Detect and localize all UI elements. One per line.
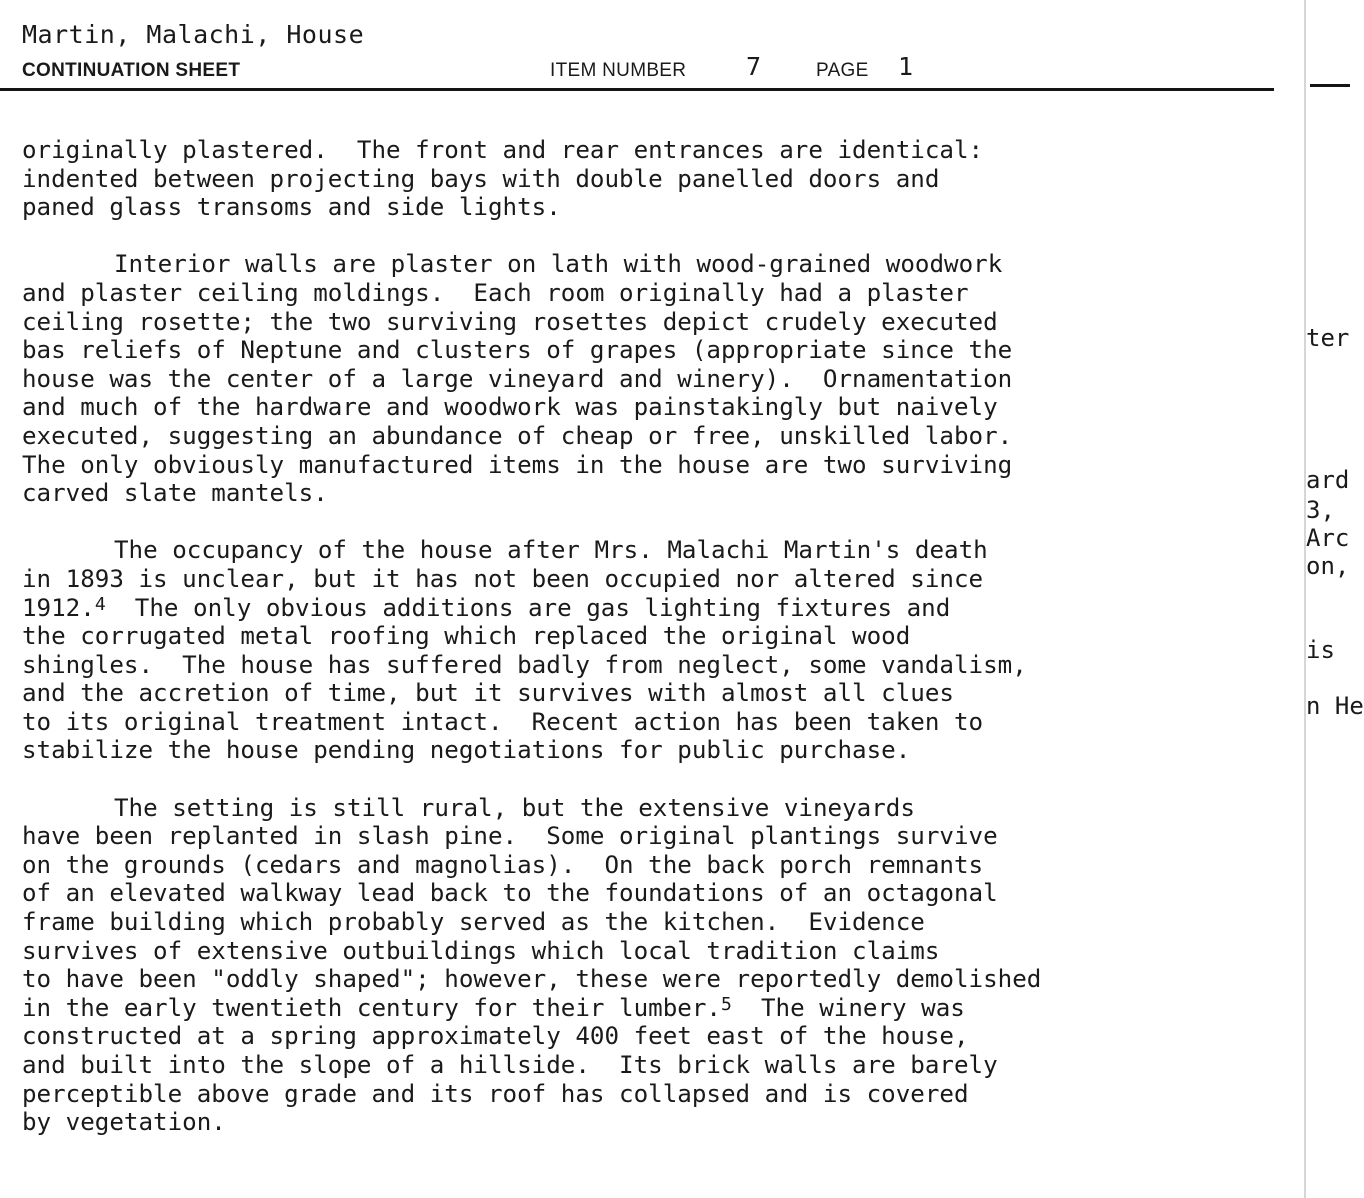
- paragraph-entrances: [22, 136, 1282, 222]
- text-line: bas reliefs of Neptune and clusters of grapes (appropriate since the: [22, 336, 1013, 365]
- text-line: and plaster ceiling moldings. Each room originally had a plaster: [22, 278, 969, 307]
- text-fragment: 1912.: [22, 593, 95, 622]
- text-line: frame building which probably served as the kitchen. Evidence: [22, 908, 925, 937]
- text-line: to have been "oddly shaped"; however, these were reportedly demolished: [22, 965, 1042, 994]
- text-fragment: [106, 594, 135, 622]
- text-line: carved slate mantels.: [22, 479, 328, 508]
- text-line: [22, 594, 1282, 623]
- paragraph-setting: [22, 794, 1282, 1137]
- text-line: and the accretion of time, but it survives with almost all clues: [22, 679, 954, 708]
- paragraph-interior: [22, 250, 1282, 507]
- text-fragment: in the early twentieth century for their lumber.: [22, 993, 721, 1022]
- text-line: to its original treatment intact. Recent action has been taken to: [22, 707, 984, 736]
- text-line: indented between projecting bays with double panelled doors and: [22, 164, 940, 193]
- text-line: and much of the hardware and woodwork was painstakingly but naively: [22, 393, 998, 422]
- text-line: survives of extensive outbuildings which local tradition claims: [22, 936, 940, 965]
- text-line: constructed at a spring approximately 400 feet east of the house,: [22, 1022, 969, 1051]
- continuation-sheet-label: CONTINUATION SHEET: [22, 60, 241, 81]
- text-line: paned glass transoms and side lights.: [22, 193, 561, 222]
- adjacent-page-edge: [1304, 0, 1306, 1198]
- text-line: The setting is still rural, but the extensive vineyards: [114, 793, 915, 822]
- item-description-text: [22, 136, 1282, 1165]
- text-line: on the grounds (cedars and magnolias). On the back porch remnants: [22, 850, 984, 879]
- text-line: stabilize the house pending negotiations for public purchase.: [22, 736, 911, 765]
- text-line: in 1893 is unclear, but it has not been occupied nor altered since: [22, 564, 984, 593]
- text-line: The only obviously manufactured items in the house are two surviving: [22, 450, 1013, 479]
- text-fragment: The only obvious additions are gas lighting fixtures and: [134, 593, 951, 622]
- footnote-marker: 5: [720, 993, 732, 1015]
- adjacent-page-fragment: n He: [1306, 692, 1364, 720]
- text-line: by vegetation.: [22, 1108, 226, 1137]
- text-line: shingles. The house has suffered badly from neglect, some vandalism,: [22, 650, 1027, 679]
- text-fragment: [732, 994, 761, 1022]
- text-line: house was the center of a large vineyard and winery). Ornamentation: [22, 364, 1013, 393]
- text-line: ceiling rosette; the two surviving rosettes depict crudely executed: [22, 307, 998, 336]
- text-line: of an elevated walkway lead back to the foundations of an octagonal: [22, 879, 998, 908]
- text-line: Interior walls are plaster on lath with wood-grained woodwork: [114, 250, 1003, 279]
- item-number-value: 7: [746, 52, 762, 81]
- adjacent-page-fragment: ter: [1306, 324, 1350, 352]
- adjacent-page-fragment: is: [1306, 636, 1335, 664]
- sheet-header: [22, 52, 1272, 86]
- adjacent-page-fragment: 3,: [1306, 496, 1335, 524]
- text-line: originally plastered. The front and rear entrances are identical:: [22, 136, 984, 164]
- text-fragment: The winery was: [760, 993, 965, 1022]
- text-line: and built into the slope of a hillside. Its brick walls are barely: [22, 1051, 998, 1079]
- footnote-marker: 4: [94, 593, 106, 615]
- text-line: perceptible above grade and its roof has collapsed and is covered: [22, 1079, 969, 1108]
- adjacent-page-fragment: on,: [1306, 552, 1350, 580]
- text-line: The occupancy of the house after Mrs. Malachi Martin's death: [114, 536, 988, 565]
- header-divider: [0, 88, 1274, 91]
- item-number-label: ITEM NUMBER: [550, 60, 687, 81]
- property-name: Martin, Malachi, House: [22, 20, 365, 49]
- text-line: [22, 994, 1282, 1023]
- text-line: executed, suggesting an abundance of cheap or free, unskilled labor.: [22, 421, 1013, 450]
- adjacent-page-fragment: Arc: [1306, 524, 1350, 552]
- adjacent-page-rule: [1310, 84, 1350, 87]
- text-line: have been replanted in slash pine. Some original plantings survive: [22, 822, 998, 851]
- paragraph-occupancy: [22, 536, 1282, 765]
- adjacent-page-fragment: ard: [1306, 466, 1350, 494]
- page-number-value: 1: [898, 52, 914, 81]
- text-line: the corrugated metal roofing which replaced the original wood: [22, 622, 911, 651]
- page-label: PAGE: [816, 60, 869, 81]
